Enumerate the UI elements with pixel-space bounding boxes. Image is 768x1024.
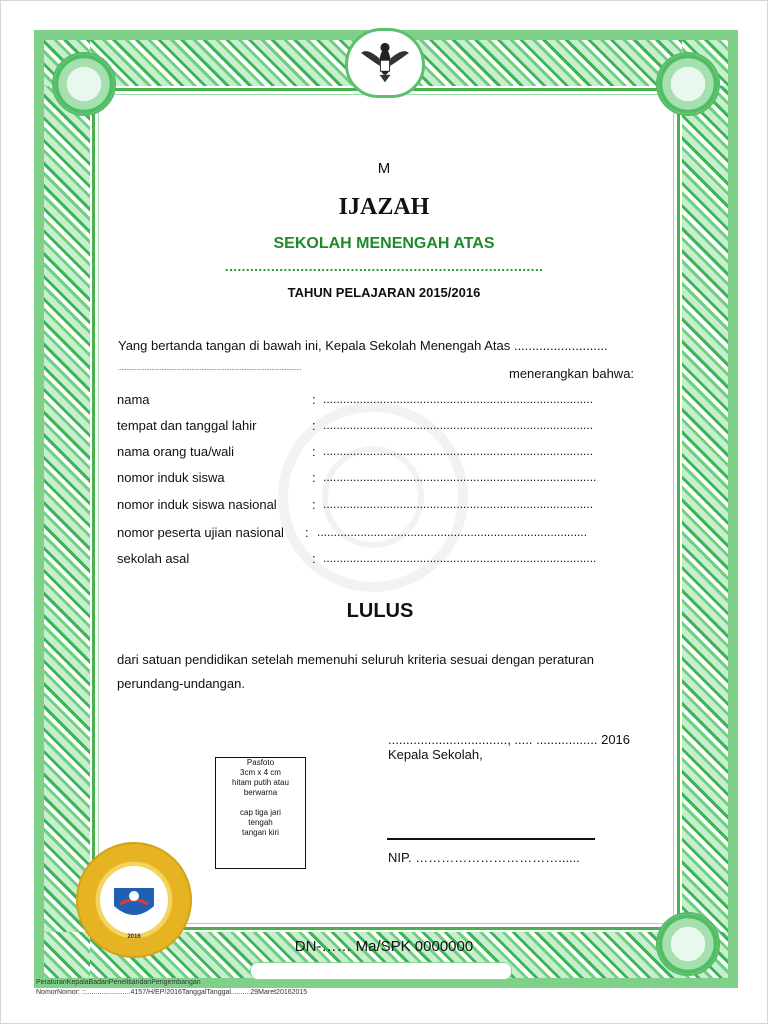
- field-colon: :: [312, 444, 316, 459]
- photo-size: 3cm x 4 cm: [240, 768, 281, 777]
- photo-label: Pasfoto: [246, 758, 275, 767]
- photo-color-line2: berwarna: [243, 788, 278, 797]
- school-type: SEKOLAH MENENGAH ATAS: [273, 235, 495, 252]
- field-colon: :: [312, 418, 316, 433]
- result-status: LULUS: [346, 600, 414, 622]
- document-number: DN-…… Ma/SPK 0000000: [294, 938, 474, 955]
- school-name-field[interactable]: ............................................................................: [224, 258, 544, 274]
- fingerprint-line3: tangan kiri: [242, 828, 279, 837]
- field-value-birth[interactable]: .................................................................................: [323, 418, 594, 432]
- field-label-nis: nomor induk siswa: [117, 470, 225, 485]
- principal-title: Kepala Sekolah,: [388, 747, 483, 762]
- corner-medallion-top-right: [656, 52, 720, 116]
- field-label-nama: nama: [117, 392, 150, 407]
- document-number-tab: [250, 962, 512, 980]
- page-title: IJAZAH: [338, 194, 430, 220]
- field-colon: :: [312, 497, 316, 512]
- intro-line: Yang bertanda tangan di bawah ini, Kepala Sekolah Menengah Atas ..........................: [118, 338, 608, 353]
- field-label-nisn: nomor induk siswa nasional: [117, 497, 277, 512]
- signature-line: [387, 838, 595, 840]
- field-label-parent: nama orang tua/wali: [117, 444, 235, 459]
- field-colon: :: [312, 551, 316, 566]
- corner-medallion-top-left: [52, 52, 116, 116]
- emblem-center: [100, 866, 168, 934]
- field-colon: :: [312, 470, 316, 485]
- field-value-nis[interactable]: ..................................................................................: [323, 470, 597, 484]
- description-line-1: dari satuan pendidikan setelah memenuhi seluruh kriteria sesuai dengan peraturan: [117, 652, 594, 667]
- field-value-origin-school[interactable]: ..................................................................................: [323, 551, 597, 565]
- fingerprint-line1: cap tiga jari: [240, 808, 281, 817]
- photo-color-line1: hitam putih atau: [232, 778, 289, 787]
- place-date-field[interactable]: ................................., ..... ................. 2016: [388, 732, 631, 747]
- footer-number: NomorNomor: ::.......................4157/H/EP/2016TanggalTanggal..........29Maret20162015: [36, 989, 308, 996]
- emblem-year: 2016: [127, 934, 141, 940]
- description-line-2: perundang-undangan.: [117, 676, 245, 691]
- photo-placeholder: [215, 757, 306, 869]
- academic-year: TAHUN PELAJARAN 2015/2016: [287, 285, 481, 300]
- footer-regulation: PeraturanKepalaBadanPenelitiandanPengembangan: [36, 979, 201, 986]
- field-label-birth: tempat dan tanggal lahir: [117, 418, 257, 433]
- garuda-emblem-icon: [345, 28, 425, 98]
- fingerprint-line2: tengah: [248, 818, 273, 827]
- field-label-origin-school: sekolah asal: [117, 551, 190, 566]
- intro-dots-field[interactable]: ..............................................................................................................: [118, 366, 302, 372]
- nip-field[interactable]: NIP. ……………………………......: [388, 850, 580, 865]
- field-value-exam-number[interactable]: .................................................................................: [317, 525, 588, 539]
- field-value-nisn[interactable]: .................................................................................: [323, 497, 594, 511]
- field-value-nama[interactable]: .................................................................................: [323, 392, 594, 406]
- corner-mark: M: [377, 160, 391, 177]
- intro-declaration: menerangkan bahwa:: [509, 366, 635, 381]
- field-colon: :: [305, 525, 309, 540]
- field-label-exam-number: nomor peserta ujian nasional: [117, 525, 284, 540]
- field-value-parent[interactable]: .................................................................................: [323, 444, 594, 458]
- field-colon: :: [312, 392, 316, 407]
